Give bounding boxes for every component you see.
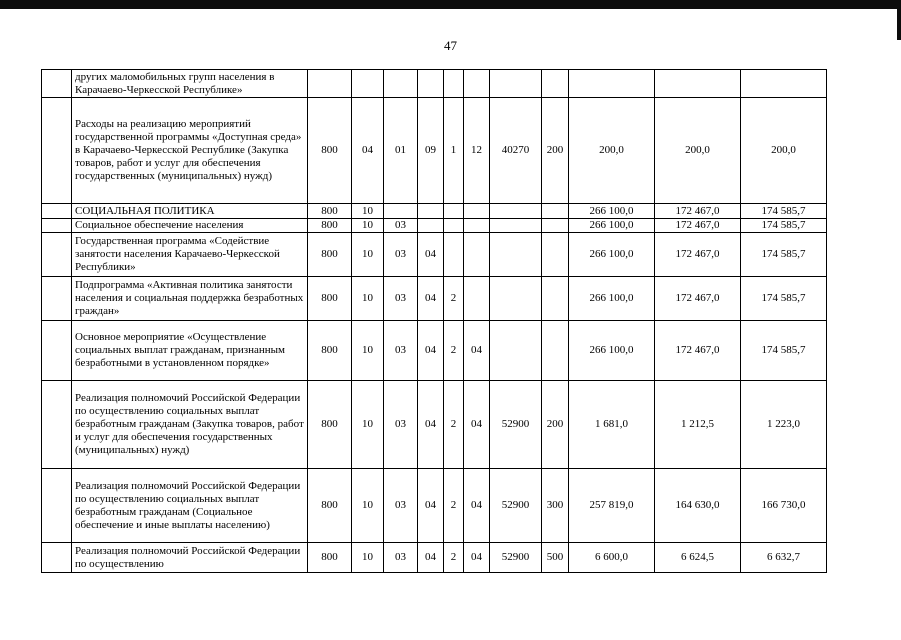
cell-v2: 172 467,0 — [655, 277, 741, 321]
cell-c1: 800 — [308, 543, 352, 573]
cell-c3 — [384, 204, 418, 219]
cell-c4: 04 — [418, 469, 444, 543]
cell-c7: 40270 — [490, 98, 542, 204]
cell-c1: 800 — [308, 321, 352, 381]
table-row — [42, 543, 827, 573]
cell-c3: 03 — [384, 321, 418, 381]
cell-v3: 174 585,7 — [741, 204, 827, 219]
cell-c6: 04 — [464, 543, 490, 573]
table-row — [42, 219, 827, 233]
row-name-cell: Реализация полномочий Российской Федерации по осуществлению — [72, 543, 308, 573]
cell-c8: 500 — [542, 543, 569, 573]
cell-c7: 52900 — [490, 469, 542, 543]
cell-v2: 1 212,5 — [655, 381, 741, 469]
cell-c4: 04 — [418, 277, 444, 321]
table-row — [42, 469, 827, 543]
row-name-cell: других маломобильных групп населения в Карачаево-Черкесской Республике» — [72, 70, 308, 98]
row-number-cell — [42, 469, 72, 543]
cell-c7: 52900 — [490, 543, 542, 573]
cell-c1: 800 — [308, 277, 352, 321]
cell-v2: 172 467,0 — [655, 219, 741, 233]
cell-c2: 10 — [352, 321, 384, 381]
cell-c2: 10 — [352, 204, 384, 219]
cell-c5: 1 — [444, 98, 464, 204]
cell-c3: 03 — [384, 277, 418, 321]
cell-c6: 04 — [464, 321, 490, 381]
cell-v3: 200,0 — [741, 98, 827, 204]
cell-c2: 10 — [352, 543, 384, 573]
cell-v2: 172 467,0 — [655, 204, 741, 219]
cell-c5 — [444, 70, 464, 98]
row-name-cell: Расходы на реализацию мероприятий государственной программы «Доступная среда» в Карачаево-Черкесской Республике (Закупка товаров, работ и услуг для обеспечения государственных (муниципальных) нужд) — [72, 98, 308, 204]
cell-c5 — [444, 219, 464, 233]
row-number-cell — [42, 381, 72, 469]
cell-c8 — [542, 233, 569, 277]
cell-c4 — [418, 219, 444, 233]
cell-c6 — [464, 233, 490, 277]
cell-c7 — [490, 321, 542, 381]
cell-c6 — [464, 219, 490, 233]
cell-c8 — [542, 321, 569, 381]
cell-c8 — [542, 70, 569, 98]
cell-c7 — [490, 70, 542, 98]
cell-v2 — [655, 70, 741, 98]
row-number-cell — [42, 98, 72, 204]
cell-c5: 2 — [444, 381, 464, 469]
cell-c5: 2 — [444, 469, 464, 543]
cell-c4: 04 — [418, 233, 444, 277]
cell-c2: 04 — [352, 98, 384, 204]
cell-c7: 52900 — [490, 381, 542, 469]
cell-v3: 6 632,7 — [741, 543, 827, 573]
scan-top-border — [0, 0, 901, 9]
table-row — [42, 70, 827, 98]
row-number-cell — [42, 204, 72, 219]
cell-v2: 172 467,0 — [655, 321, 741, 381]
cell-c4 — [418, 204, 444, 219]
cell-c6 — [464, 277, 490, 321]
cell-c4: 04 — [418, 321, 444, 381]
cell-v1: 266 100,0 — [569, 321, 655, 381]
cell-c5: 2 — [444, 543, 464, 573]
cell-c7 — [490, 204, 542, 219]
cell-v3: 166 730,0 — [741, 469, 827, 543]
cell-c1: 800 — [308, 381, 352, 469]
cell-v1 — [569, 70, 655, 98]
page-number: 47 — [444, 38, 457, 53]
budget-table — [41, 69, 827, 573]
cell-c5: 2 — [444, 321, 464, 381]
cell-c3: 03 — [384, 469, 418, 543]
cell-v3: 1 223,0 — [741, 381, 827, 469]
table-row — [42, 277, 827, 321]
row-number-cell — [42, 70, 72, 98]
row-name-cell: Государственная программа «Содействие занятости населения Карачаево-Черкесской Республики» — [72, 233, 308, 277]
row-number-cell — [42, 543, 72, 573]
row-name-cell: Реализация полномочий Российской Федерации по осуществлению социальных выплат безработным гражданам (Социальное обеспечение и иные выплаты населению) — [72, 469, 308, 543]
cell-c6 — [464, 204, 490, 219]
cell-v2: 172 467,0 — [655, 233, 741, 277]
row-name-cell: Основное мероприятие «Осуществление социальных выплат гражданам, признанным безработными в установленном порядке» — [72, 321, 308, 381]
cell-c4: 04 — [418, 543, 444, 573]
row-name-cell: Социальное обеспечение населения — [72, 219, 308, 233]
cell-c7 — [490, 219, 542, 233]
cell-c6: 04 — [464, 469, 490, 543]
row-number-cell — [42, 219, 72, 233]
table-row — [42, 321, 827, 381]
cell-c8: 200 — [542, 98, 569, 204]
cell-c3: 01 — [384, 98, 418, 204]
cell-c4: 04 — [418, 381, 444, 469]
cell-c2: 10 — [352, 233, 384, 277]
cell-c3: 03 — [384, 381, 418, 469]
cell-c5: 2 — [444, 277, 464, 321]
cell-v3 — [741, 70, 827, 98]
row-number-cell — [42, 277, 72, 321]
cell-c6: 12 — [464, 98, 490, 204]
cell-c2: 10 — [352, 277, 384, 321]
cell-v1: 200,0 — [569, 98, 655, 204]
cell-c3: 03 — [384, 543, 418, 573]
scan-right-border — [897, 0, 901, 40]
cell-c5 — [444, 204, 464, 219]
cell-c3: 03 — [384, 233, 418, 277]
cell-v3: 174 585,7 — [741, 219, 827, 233]
row-name-cell: Реализация полномочий Российской Федерации по осуществлению социальных выплат безработным гражданам (Закупка товаров, работ и услуг для обеспечения государственных (муниципальных) нужд) — [72, 381, 308, 469]
cell-c6: 04 — [464, 381, 490, 469]
cell-v2: 200,0 — [655, 98, 741, 204]
cell-v3: 174 585,7 — [741, 277, 827, 321]
row-name-cell: Подпрограмма «Активная политика занятости населения и социальная поддержка безработных граждан» — [72, 277, 308, 321]
cell-c5 — [444, 233, 464, 277]
cell-c3 — [384, 70, 418, 98]
cell-v1: 266 100,0 — [569, 277, 655, 321]
cell-c4 — [418, 70, 444, 98]
cell-c4: 09 — [418, 98, 444, 204]
cell-c7 — [490, 233, 542, 277]
row-number-cell — [42, 321, 72, 381]
cell-c6 — [464, 70, 490, 98]
table-row — [42, 233, 827, 277]
cell-c2 — [352, 70, 384, 98]
cell-c2: 10 — [352, 469, 384, 543]
cell-c1: 800 — [308, 219, 352, 233]
cell-v2: 6 624,5 — [655, 543, 741, 573]
cell-v1: 257 819,0 — [569, 469, 655, 543]
cell-c1: 800 — [308, 204, 352, 219]
cell-v2: 164 630,0 — [655, 469, 741, 543]
cell-c2: 10 — [352, 219, 384, 233]
row-number-cell — [42, 233, 72, 277]
cell-c8 — [542, 219, 569, 233]
table-row — [42, 204, 827, 219]
cell-c1: 800 — [308, 469, 352, 543]
cell-v1: 266 100,0 — [569, 219, 655, 233]
cell-c1: 800 — [308, 233, 352, 277]
table-row — [42, 98, 827, 204]
cell-c1 — [308, 70, 352, 98]
table-row — [42, 381, 827, 469]
cell-c7 — [490, 277, 542, 321]
cell-c3: 03 — [384, 219, 418, 233]
cell-v1: 266 100,0 — [569, 233, 655, 277]
cell-v1: 6 600,0 — [569, 543, 655, 573]
cell-v3: 174 585,7 — [741, 233, 827, 277]
cell-c1: 800 — [308, 98, 352, 204]
cell-v1: 266 100,0 — [569, 204, 655, 219]
cell-v3: 174 585,7 — [741, 321, 827, 381]
row-name-cell: СОЦИАЛЬНАЯ ПОЛИТИКА — [72, 204, 308, 219]
cell-c8 — [542, 277, 569, 321]
cell-c2: 10 — [352, 381, 384, 469]
cell-v1: 1 681,0 — [569, 381, 655, 469]
cell-c8: 200 — [542, 381, 569, 469]
cell-c8 — [542, 204, 569, 219]
cell-c8: 300 — [542, 469, 569, 543]
